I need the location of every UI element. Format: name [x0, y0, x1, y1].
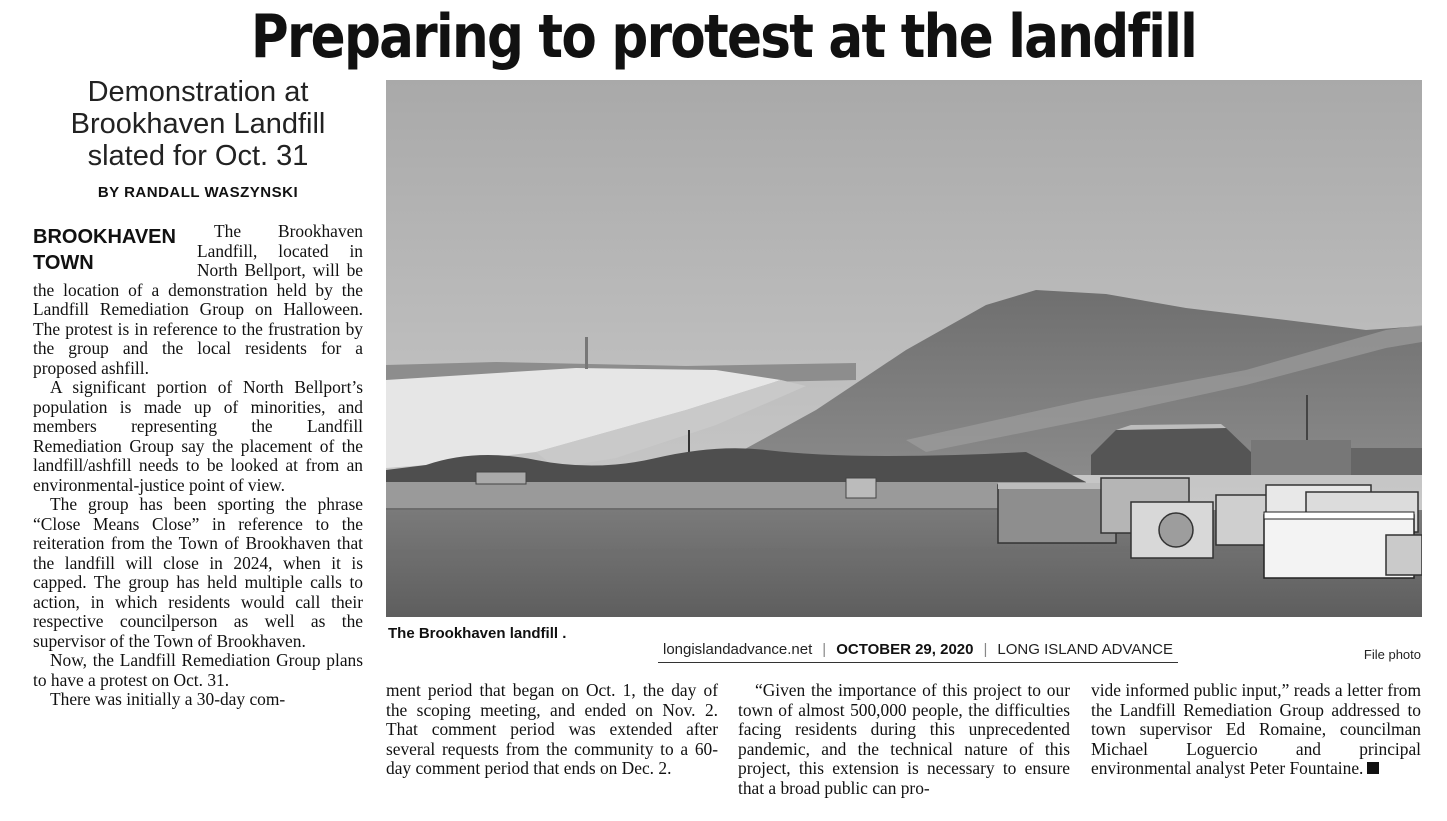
- end-of-story-mark: [1367, 762, 1379, 774]
- folio-divider: |: [822, 640, 827, 658]
- article-paragraph: The group has been sporting the phrase “Close Means Close” in reference to the reiteration from the Town of Brookhaven that the landfill will close in 2024, when it is capped. The group has held multiple calls to action, in which residents would call their respective councilperson as well as the supervisor of the Town of Brookhaven.: [33, 494, 363, 651]
- headline: Preparing to protest at the landfill: [250, 2, 1197, 72]
- folio-divider: |: [983, 640, 988, 658]
- byline: BY RANDALL WASZYNSKI: [97, 184, 299, 201]
- subheadline: [30, 76, 366, 172]
- article-paragraph: There was initially a 30-day com-: [50, 689, 286, 709]
- article-paragraph: ment period that began on Oct. 1, the day of the scoping meeting, and ended on Nov. 2. That comment period was extended after several requests from the community to a 60-day comment period that ends on Dec. 2.: [386, 680, 718, 778]
- page-footer: [658, 636, 1178, 663]
- article-paragraph: “Given the importance of this project to our town of almost 500,000 people, the difficulties facing residents during this unprecedented pandemic, and the technical nature of this project, this extension is necessary to ensure that a broad public can pro-: [738, 680, 1070, 798]
- dateline: BROOKHAVEN TOWN: [33, 226, 176, 274]
- article-column-3: [738, 681, 1070, 798]
- landfill-photo: [386, 80, 1422, 617]
- article-column-4: [1091, 681, 1421, 779]
- subheadline-line-1: Demonstration at: [87, 76, 309, 108]
- article-paragraph: A significant portion of North Bellport’s population is made up of minorities, and members representing the Landfill Remediation Group say the placement of the landfill/ashfill needs to be looked at from an environmental-justice point of view.: [33, 377, 363, 495]
- website-link[interactable]: longislandadvance.net: [662, 640, 813, 658]
- newspaper-name: LONG ISLAND ADVANCE: [997, 640, 1173, 658]
- article-column-1: [33, 222, 363, 710]
- article-paragraph: vide informed public input,” reads a letter from the Landfill Remediation Group addressed to town supervisor Ed Romaine, councilman Michael Loguercio and principal environmental analyst Peter Fountaine.: [1091, 680, 1421, 778]
- subheadline-line-2: Brookhaven Landfill: [70, 108, 326, 140]
- article-paragraph: BROOKHAVEN TOWN The Brookhaven Landfill, located in North Bellport, will be the location of a demonstration held by the Landfill Remediation Group on Halloween. The protest is in reference to the frustration by the group and the local residents for a proposed ashfill.: [33, 221, 363, 378]
- photo-caption: The Brookhaven landfill .: [388, 625, 567, 642]
- photo-credit: File photo: [1363, 647, 1421, 662]
- subheadline-line-3: slated for Oct. 31: [87, 140, 309, 172]
- issue-date: OCTOBER 29, 2020: [836, 640, 974, 658]
- article-column-2: [386, 681, 718, 779]
- article-paragraph: Now, the Landfill Remediation Group plans to have a protest on Oct. 31.: [33, 650, 363, 690]
